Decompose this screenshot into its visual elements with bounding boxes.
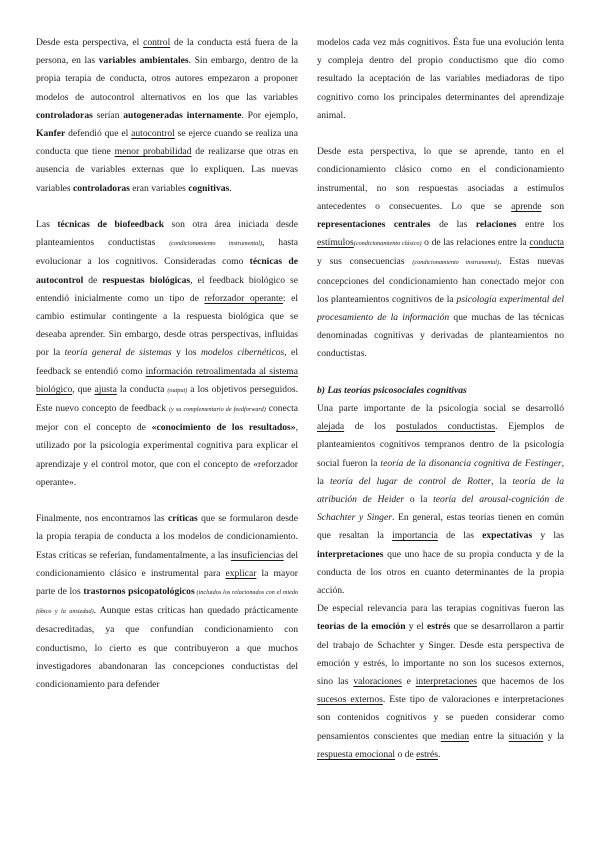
text: de la conducta está fuera de la persona, en las: [36, 37, 298, 67]
text: . Aunque estas críticas han quedado prácticamente desacreditadas, ya que confundían condicionamiento con conductismo, lo cierto es que contribuyeron a que muchos investigadores abandonaran las concepciones conductistas del condicionamiento para defender: [36, 605, 298, 691]
text: De especial relevancia para las terapias cognitivas fueron las: [317, 603, 564, 615]
underlined-term: información retroalimentada al sistema biológico: [36, 365, 298, 395]
text: Una parte importante de la psicología social se desarrolló: [317, 403, 564, 415]
paragraph-criticas: [36, 510, 298, 694]
text: y la: [543, 730, 564, 742]
text: , la: [317, 457, 564, 487]
underlined-term: sucesos externos: [317, 694, 383, 706]
bold-term: teorías de la emoción: [317, 621, 406, 633]
text: Finalmente, nos encontramos las: [36, 513, 168, 525]
text: y sus consecuencias: [317, 256, 413, 268]
underlined-term: control: [143, 37, 171, 48]
underlined-term: alejada: [317, 421, 345, 433]
underlined-term: reforzador operante: [204, 292, 283, 304]
text: Desde esta perspectiva, el: [36, 37, 144, 48]
text: o de las relaciones entre la: [421, 237, 530, 249]
italic-term: teoría de la atribución de Heider: [317, 475, 564, 506]
italic-term: teoría del arousal-cognición de Schachter y Singer: [317, 494, 564, 524]
underlined-term: importancia: [392, 530, 438, 542]
text: que muchas de las técnicas denominadas cognitivas y derivadas de planteamientos no conductistas.: [317, 312, 564, 360]
text: .: [437, 748, 441, 760]
text: se ejerce cuando se realiza una conducta que tiene: [36, 128, 298, 158]
small-note: (output): [167, 386, 188, 394]
small-note: (incluidos los relacionados con el miedo fóbico y la ansiedad): [36, 589, 299, 616]
paragraph-biofeedback: [36, 216, 298, 492]
bold-term: variables ambientales: [98, 55, 189, 67]
small-note: (condicionamiento instrumental): [169, 240, 263, 248]
bold-term: técnicas de biofeedback: [57, 219, 165, 231]
bold-term: interpretaciones: [317, 548, 384, 560]
underlined-term: interpretaciones: [415, 676, 478, 688]
underlined-term: ajusta: [94, 383, 117, 395]
text: , el feedback se entendió como: [36, 347, 298, 377]
underlined-term: valoraciones: [353, 676, 402, 688]
text: , la: [491, 475, 513, 487]
italic-term: teoría del lugar de control de Rotter: [329, 475, 492, 487]
underlined-term: conducta: [529, 237, 564, 249]
underlined-term: postulados conductistas: [396, 421, 496, 433]
underlined-term: estrés: [416, 748, 438, 760]
bold-term: técnicas de autocontrol: [36, 256, 298, 286]
text: .: [229, 182, 232, 194]
right-column: [317, 34, 564, 764]
text: y el: [405, 621, 427, 633]
text: defendió que el: [65, 128, 132, 140]
text: Las: [36, 219, 58, 231]
text: . Sin embargo, dentro de la propia terapia de conducta, otros autores empezaron a proponer modelos de autocontrol alternativos en los que las variables: [36, 55, 298, 103]
bold-term: controladoras: [73, 182, 130, 194]
bold-term: autogeneradas internamente: [123, 109, 242, 121]
text: : el cambio estimular contingente a la respuesta biológica que se deseaba aprender. Sin embargo, desde otras perspectivas, influidas por la: [36, 292, 298, 359]
underlined-term: autocontrol: [131, 128, 175, 140]
bold-term: representaciones centrales: [317, 219, 431, 231]
underlined-term: insuficiencias: [230, 549, 284, 561]
text: que se desarrollaron a partir del trabajo de Schachter y Singer. Desde esta perspectiva de emoción y estrés, lo importante no son los sucesos externos, sino las: [317, 621, 565, 688]
text: son: [541, 200, 564, 212]
italic-term: teoría de la disonancia cognitiva de Festinger: [380, 457, 562, 469]
text: y las: [532, 530, 564, 542]
section-heading: b) Las teorías psicosociales cognitivas: [317, 384, 467, 396]
paragraph-teorias-psicosociales: [317, 400, 564, 600]
paragraph-representaciones: [317, 143, 564, 363]
underlined-term: estímulos: [317, 237, 354, 249]
text: . Estas nuevas concepciones del condicionamiento han conectado mejor con los planteamientos cognitivos de la: [317, 256, 564, 305]
bold-term: cognitivas: [188, 182, 230, 194]
bold-term: expectativas: [482, 530, 533, 542]
paragraph-modelos-cognitivos: [317, 34, 564, 125]
text: entre los: [516, 219, 565, 231]
text: de las: [430, 219, 476, 231]
small-note: (condicionamiento instrumental): [412, 259, 500, 267]
text: . Por ejemplo,: [241, 109, 298, 121]
text: , hasta evolucionar a los cognitivos. Consideradas como: [36, 237, 298, 268]
underlined-term: explicar: [225, 567, 257, 579]
text: serían: [92, 109, 124, 121]
text: eran variables: [129, 182, 189, 194]
text: a los objetivos perseguidos. Este nuevo concepto de feedback: [36, 383, 298, 415]
text: del condicionamiento clásico e instrumental para: [36, 549, 299, 579]
text: de: [83, 274, 103, 286]
text: e: [401, 676, 416, 688]
text: modelos cada vez más cognitivos. Ésta fue una evolución lenta y compleja dentro del propio conductismo que dio como resultado la aceptación de las variables mediadoras de tipo cognitivo como los principales determinantes del aprendizaje animal.: [317, 37, 564, 121]
paragraph-emocion-estres: [317, 600, 564, 764]
italic-term: modelos cibernéticos: [200, 347, 285, 359]
text: de realizarse que otras en ausencia de variables externas que lo expliquen. Las nuevas variables: [36, 146, 298, 194]
bold-term: controladoras: [36, 109, 93, 121]
text: . Este tipo de valoraciones e interpretaciones son contenidos cognitivos y se pueden considerar como pensamientos conscientes que: [317, 694, 564, 742]
bold-term: «conocimiento de los resultados»: [151, 422, 296, 434]
text: . Ejemplos de planteamientos cognitivos tempranos dentro de la psicología social fueron la: [317, 421, 564, 469]
underlined-term: aprende: [511, 200, 542, 212]
text: conecta mejor con el concepto de: [36, 403, 298, 434]
text: que se formularon desde la propia terapia de conducta a los modelos de condicionamiento. Estas críticas se referían, fundamentalmente, a las: [36, 513, 298, 561]
bold-term: críticas: [167, 513, 198, 525]
text: que hacemos de los: [477, 676, 565, 688]
underlined-term: respuesta emocional: [317, 748, 396, 760]
left-column: [36, 34, 298, 694]
underlined-term: median: [440, 730, 470, 742]
text: . En general, estas teorías tienen en común que resaltan la: [317, 512, 564, 542]
text: , utilizado por la psicología experimental cognitiva para explicar el aprendizaje y el control motor, que con el concepto de «reforzador operante».: [36, 422, 298, 488]
text: , que: [72, 383, 95, 395]
bold-term: estrés: [426, 621, 451, 633]
text: , el feedback biológico se entendió inicialmente como un tipo de: [36, 274, 299, 304]
small-note: (condicionamiento clásico): [353, 240, 422, 248]
text: de las: [437, 530, 483, 542]
bold-term: trastornos psicopatológicos: [83, 586, 195, 598]
text: o la: [404, 494, 434, 506]
small-note: (y su complementario de feedforward): [168, 406, 266, 414]
text: y los: [171, 347, 201, 359]
paragraph-control-conducta: [36, 34, 298, 198]
text: que uno hace de su propia conducta y de la conducta de los otros en cuanto determinantes de la propia acción.: [317, 548, 564, 597]
text: la mayor parte de los: [36, 567, 298, 598]
italic-term: psicología experimental del procesamiento de la información: [317, 293, 565, 324]
italic-term: teoría general de sistemas: [64, 347, 172, 359]
underlined-term: situación: [508, 730, 544, 742]
text: son otra área iniciada desde planteamientos conductistas: [36, 219, 298, 249]
text: de los: [344, 421, 397, 433]
bold-term: relaciones: [475, 219, 517, 231]
bold-term: respuestas biológicas: [102, 274, 191, 286]
text: entre la: [469, 730, 509, 742]
text: Desde esta perspectiva, lo que se aprende, tanto en el condicionamiento clásico como en el condicionamiento instrumental, no son respuestas asociadas a estímulos antecedentes o consecuentes. Lo que se: [317, 146, 564, 212]
underlined-term: menor probabilidad: [114, 146, 192, 158]
text: o de: [395, 748, 417, 760]
text: la conducta: [116, 383, 168, 395]
bold-term: Kanfer: [36, 128, 66, 140]
